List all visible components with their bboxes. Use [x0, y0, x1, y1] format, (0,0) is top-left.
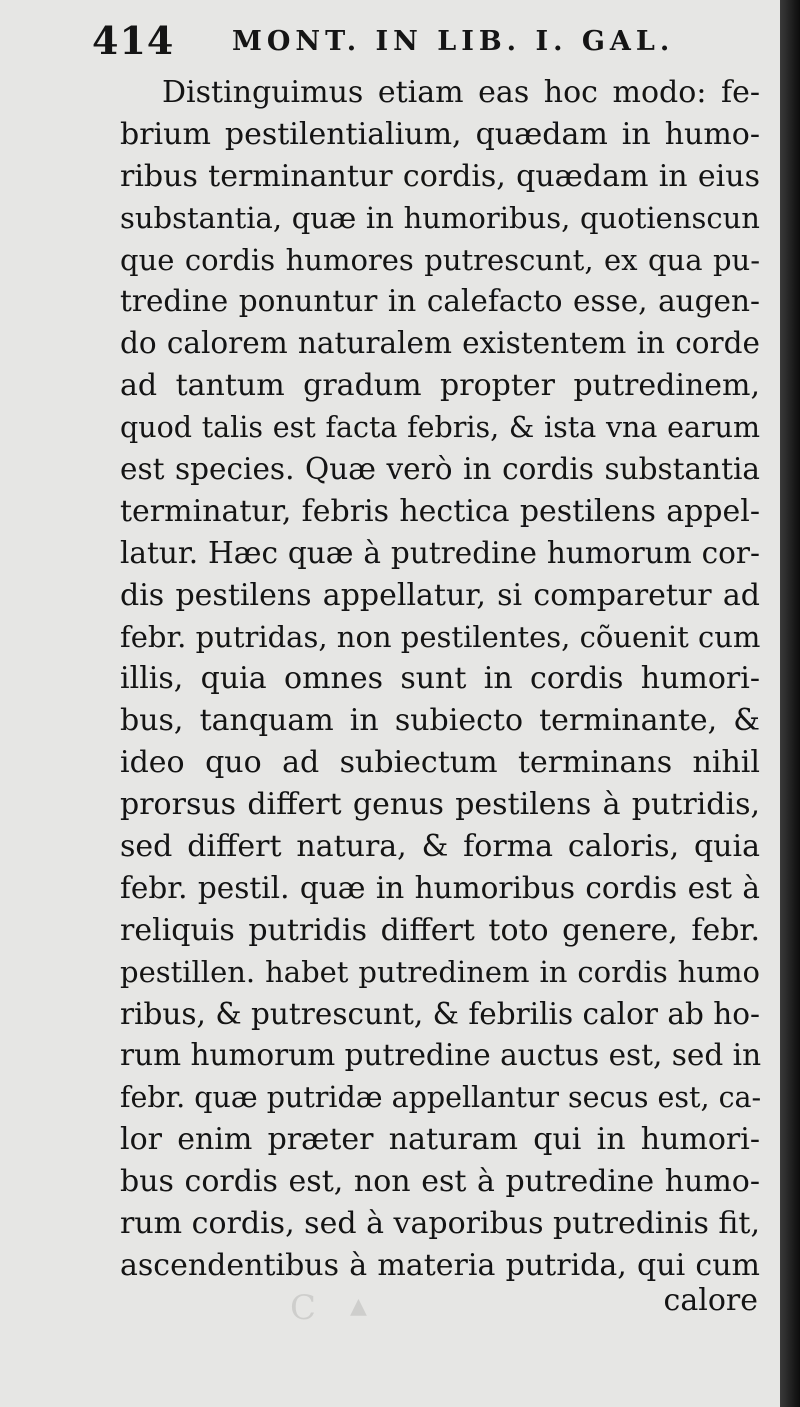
text-line: terminatur, febris hectica pestilens appel-: [120, 493, 760, 529]
text-line: ascendentibus à materia putrida, qui cum: [120, 1247, 760, 1283]
text-line: Distinguimus etiam eas hoc modo: fe-: [162, 75, 760, 110]
catchword: calore: [663, 1283, 758, 1318]
text-line: bus cordis est, non est à putredine humo-: [120, 1164, 760, 1200]
text-line: est species. Quæ verò in cordis substantia: [120, 452, 760, 487]
text-line: rum cordis, sed à vaporibus putredinis fit,: [120, 1206, 760, 1242]
running-head: MONT. IN LIB. I. GAL.: [232, 26, 675, 57]
text-line: latur. Hæc quæ à putredine humorum cor-: [120, 535, 760, 570]
text-line: do calorem naturalem existentem in corde: [120, 326, 760, 361]
text-line: ideo quo ad subiectum terminans nihil: [120, 745, 760, 781]
page-gutter-shadow: [780, 0, 800, 1407]
text-line: brium pestilentialium, quædam in humo-: [120, 116, 760, 152]
body-text: [120, 72, 760, 1287]
text-line: ad tantum gradum propter putredinem,: [120, 368, 760, 404]
text-line: prorsus differt genus pestilens à putridis,: [120, 787, 760, 823]
text-line: substantia, quæ in humoribus, quotienscun: [120, 200, 760, 235]
text-line: bus, tanquam in subiecto terminante, &: [120, 703, 760, 739]
show-through-marks: [140, 1288, 560, 1348]
text-line: febr. pestil. quæ in humoribus cordis est à: [120, 870, 760, 905]
text-line: sed differt natura, & forma caloris, quia: [120, 829, 760, 865]
page-header: [92, 18, 732, 74]
text-line: pestillen. habet putredinem in cordis humo: [120, 954, 760, 989]
text-line: ribus terminantur cordis, quædam in eius: [120, 158, 760, 194]
text-line: febr. quæ putridæ appellantur secus est, ca-: [120, 1081, 762, 1115]
text-line: lor enim præter naturam qui in humori-: [120, 1122, 760, 1158]
text-line: rum humorum putredine auctus est, sed in: [120, 1038, 762, 1073]
text-line: ribus, & putrescunt, & febrilis calor ab ho-: [120, 996, 760, 1031]
text-line: que cordis humores putrescunt, ex qua pu-: [120, 242, 760, 277]
text-line: tredine ponuntur in calefacto esse, augen-: [120, 284, 760, 319]
text-line: febr. putridas, non pestilentes, cõuenit cum: [120, 619, 761, 654]
text-line: reliquis putridis differt toto genere, febr.: [120, 912, 760, 948]
page-number: 414: [92, 18, 175, 63]
text-line: illis, quia omnes sunt in cordis humori-: [120, 661, 760, 697]
text-line: quod talis est facta febris, & ista vna earum: [120, 411, 760, 445]
text-line: dis pestilens appellatur, si comparetur ad: [120, 577, 760, 613]
